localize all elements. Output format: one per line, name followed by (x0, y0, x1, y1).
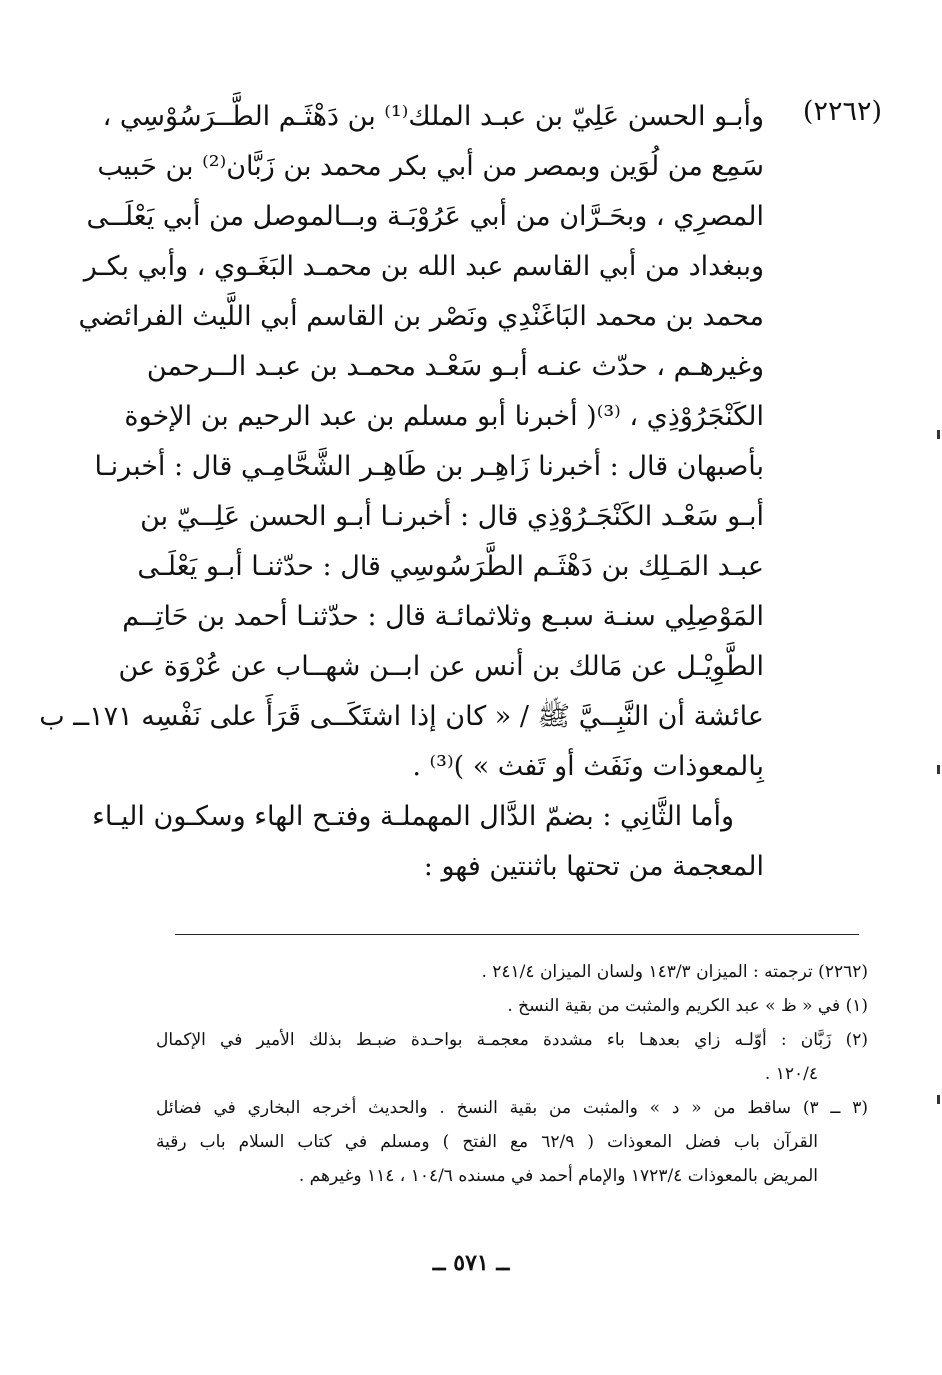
main-line: المصرِي ، وبحَـرَّان من أبي عَرُوْبَـة وبــالموصل من أبي يَعْلَــى (86, 201, 764, 232)
footnotes (156, 955, 868, 1193)
footnote-1: (١) في « ظ » عبد الكريم والمثبت من بقية النسخ . (507, 996, 868, 1016)
main-line: وغيرهـم ، حدّث عنـه أبـو سَعْـد محمـد بن عبـد الــرحمن (146, 351, 764, 382)
page-number: ــ ٥٧١ ــ (432, 1250, 510, 1276)
main-line: بِالمعوذات ونَفَث أو تَفث » )⁽³⁾ . (412, 751, 764, 782)
scan-edge-mark (937, 430, 940, 439)
main-line: الكَنْجَرُوْذِي ، ⁽³⁾( أخبرنا أبو مسلم بن عبد الرحيم بن الإخوة (124, 401, 764, 432)
footnote-2: (٢) زَبَّان : أوّلـه زاي بعدهـا باء مشددة معجمـة بواحـدة ضبـط بذلك الأمير في الإكمال (156, 1030, 868, 1050)
footnote-entry: (٢٢٦٢) ترجمته : الميزان ١٤٣/٣ ولسان الميزان ٢٤١/٤ . (481, 962, 868, 982)
footnote-divider (175, 934, 859, 935)
main-line-with-folio-marker: عائشة أن النَّبِــيَّ ﷺ / « كان إذا اشتَكَــى قَرَأَ على نَفْسِه ١٧١ــ ب (39, 701, 764, 732)
scan-edge-mark (937, 1095, 940, 1104)
main-line: وأبـو الحسن عَلِيّ بن عبـد الملك⁽¹⁾ بن دَهْثَـم الطَّــرَسُوْسِي ، (102, 101, 764, 132)
main-line: الطَّوِيْـل عن مَالك بن أنس عن ابــن شهــاب عن عُرْوَة عن (118, 651, 764, 682)
main-line: عبـد المَـلِك بن دَهْثَـم الطَّرَسُوسِي قال : حدّثنـا أبـو يَعْلَـى (137, 551, 764, 582)
footnote-3-continuation: القرآن باب فضل المعوذات ( ٦٢/٩ مع الفتح ) ومسلم في كتاب السلام باب رقية (156, 1132, 818, 1152)
main-text (39, 92, 764, 892)
footnote-3-continuation: المريض بالمعوذات ١٧٢٣/٤ والإمام أحمد في مسنده ١٠٤/٦ ، ١١٤ وغيرهم . (298, 1166, 818, 1186)
paragraph-start-line: وأما الثَّانِي : بضمّ الدَّال المهملـة وفتـح الهاء وسكـون اليـاء (92, 801, 734, 832)
main-line: محمد بن محمد البَاغَنْدِي ونَصْر بن القاسم أبي اللَّيث الفرائضي (78, 301, 764, 332)
main-line: المَوْصِلِي سنـة سبـع وثلاثمائـة قال : حدّثنـا أحمد بن حَاتِــم (122, 601, 764, 632)
footnote-2-continuation: ١٢٠/٤ . (764, 1064, 818, 1084)
scan-edge-mark (937, 765, 940, 774)
footnote-3: (٣ ــ ٣) ساقط من « د » والمثبت من بقية النسخ . والحديث أخرجه البخاري في فضائل (156, 1098, 868, 1118)
entry-number: (٢٢٦٢) (802, 96, 882, 127)
main-line: وببغداد من أبي القاسم عبد الله بن محمـد البَغَـوي ، وأبي بكـر (83, 251, 764, 282)
main-line: المعجمة من تحتها باثنتين فهو : (423, 851, 764, 882)
main-line: بأصبهان قال : أخبرنا زَاهِـر بن طَاهِـر الشَّحَّامِـي قال : أخبرنـا (94, 451, 764, 482)
main-line: سَمِع من لُوَين وبمصر من أبي بكر محمد بن زَبَّان⁽²⁾ بن حَبيب (97, 151, 764, 182)
main-line: أبـو سَعْـد الكَنْجَـرُوْذِي قال : أخبرنـا أبـو الحسن عَلِــيّ بن (140, 501, 764, 532)
